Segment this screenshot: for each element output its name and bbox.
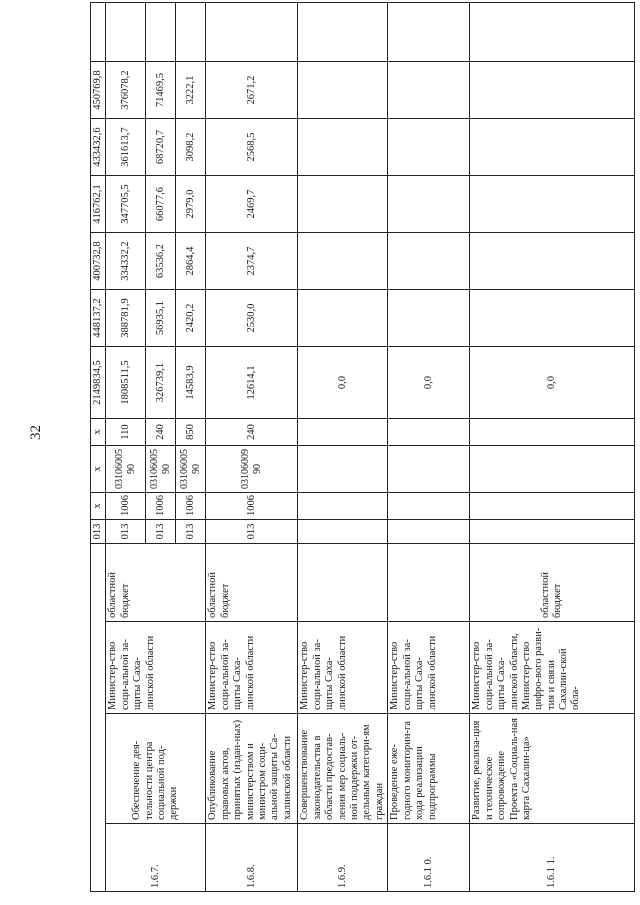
cell-year-5: [388, 62, 470, 119]
cell-csr: [388, 446, 470, 493]
page-number: 32: [28, 425, 44, 440]
cell-year-5: [298, 62, 388, 119]
cell-vr: [388, 419, 470, 446]
blank-cell: [388, 3, 470, 62]
cell-total: 0,0: [298, 347, 388, 419]
cell-csr: [298, 446, 388, 493]
cell-total: 326739,1: [146, 347, 176, 419]
row-name: Обеспечение дея-тельности центра социальной под-держки: [106, 714, 206, 824]
cell-year-2: 2374,7: [206, 233, 298, 290]
row-name: Проведение еже-годного мониторин-га хода реализации подпрограммы: [388, 714, 470, 824]
cell-year-4: 2568,5: [206, 119, 298, 176]
row-source: областной бюджет: [206, 544, 298, 622]
cell-year-1: 388781,9: [106, 290, 146, 347]
cell-year-3: [470, 176, 635, 233]
row-executor: Министер-ство соци-альной за-щиты Саха-линской области: [298, 622, 388, 714]
table-row: [206, 3, 298, 892]
row-executor: Министер-ство соци-альной за-щиты Саха-линской области: [206, 622, 298, 714]
cell-vr: x: [91, 419, 106, 446]
cell-rz: [298, 493, 388, 520]
cell-year-2: 400732,8: [91, 233, 106, 290]
cell-vr: [470, 419, 635, 446]
cell-year-3: [298, 176, 388, 233]
cell-year-3: 2979,0: [176, 176, 206, 233]
cell-grbs: 013: [176, 520, 206, 544]
budget-table: [90, 2, 635, 892]
cell-year-1: 56935,1: [146, 290, 176, 347]
cell-total: 2149834,5: [91, 347, 106, 419]
cell-total: 0,0: [388, 347, 470, 419]
cell-year-4: 68720,7: [146, 119, 176, 176]
cell-year-4: [298, 119, 388, 176]
cell-grbs: 013: [206, 520, 298, 544]
cell-year-2: [470, 233, 635, 290]
cell-rz: 1006: [206, 493, 298, 520]
cell-year-2: [388, 233, 470, 290]
row-number: 1.6.1 0.: [388, 824, 470, 892]
cell-total: 1808511,5: [106, 347, 146, 419]
table-row: [470, 3, 635, 892]
row-source: [388, 544, 470, 622]
row-name: Совершенствование законодательства в области предостав-ления мер социаль-ной поддержки от-дельным категори-ям граждан: [298, 714, 388, 824]
cell-csr: 03106005 90: [176, 446, 206, 493]
cell-csr: 03106005 90: [146, 446, 176, 493]
cell-total: 0,0: [470, 347, 635, 419]
cell-year-4: 3098,2: [176, 119, 206, 176]
row-name: Опубликование правовых актов, принятых (издан-ных) министерством и министром соци-альной защиты Са-халинской области: [206, 714, 298, 824]
cell-vr: 110: [106, 419, 146, 446]
cell-year-3: 66077,6: [146, 176, 176, 233]
cell-rz: [388, 493, 470, 520]
cell-grbs: 013: [91, 520, 106, 544]
cell-grbs: [470, 520, 635, 544]
cell-grbs: [298, 520, 388, 544]
table-row: [106, 3, 146, 892]
row-number: 1.6.7.: [106, 824, 206, 892]
cell-year-5: [470, 62, 635, 119]
cell-year-1: 2420,2: [176, 290, 206, 347]
cell-year-3: [388, 176, 470, 233]
cell-year-4: [388, 119, 470, 176]
cell-csr: x: [91, 446, 106, 493]
cell-year-1: [388, 290, 470, 347]
budget-table-container: [90, 7, 635, 892]
row-number: 1.6.9.: [298, 824, 388, 892]
cell-csr: 03106005 90: [106, 446, 146, 493]
cell-vr: 850: [176, 419, 206, 446]
cell-total: 12614,1: [206, 347, 298, 419]
table-row: [298, 3, 388, 892]
cell-rz: 1006: [106, 493, 146, 520]
cell-year-4: 433432,6: [91, 119, 106, 176]
cell-vr: 240: [206, 419, 298, 446]
row-source: областной бюджет: [106, 544, 206, 622]
cell-year-5: 71469,5: [146, 62, 176, 119]
cell-year-5: 3222,1: [176, 62, 206, 119]
cell-year-4: 361613,7: [106, 119, 146, 176]
cell-year-5: 450769,8: [91, 62, 106, 119]
cell-year-3: 347705,5: [106, 176, 146, 233]
cell-vr: [298, 419, 388, 446]
cell-csr: 03106009 90: [206, 446, 298, 493]
cell-year-2: 334332,2: [106, 233, 146, 290]
cell-year-1: 2530,0: [206, 290, 298, 347]
blank-cell: [206, 3, 298, 62]
blank-cell: [298, 3, 388, 62]
row-source: областной бюджет: [470, 544, 635, 622]
cell-grbs: 013: [146, 520, 176, 544]
blank-cell: [91, 544, 106, 892]
table-row-total: [91, 3, 106, 892]
cell-rz: [470, 493, 635, 520]
cell-year-1: [470, 290, 635, 347]
blank-cell: [470, 3, 635, 62]
blank-cell: [176, 3, 206, 62]
cell-rz: 1006: [176, 493, 206, 520]
cell-csr: [470, 446, 635, 493]
cell-year-1: [298, 290, 388, 347]
cell-vr: 240: [146, 419, 176, 446]
row-executor: Министер-ство соци-альной за-щиты Саха-линской области, Министер-ство цифро-вого разви-тия и связи Сахалин-ской обла-: [470, 622, 635, 714]
row-name: Развитие, реализа-ция и техническое сопровождение Проекта «Социаль-ная карта Сахалин-ца»: [470, 714, 635, 824]
cell-year-5: 376078,2: [106, 62, 146, 119]
row-number: 1.6.8.: [206, 824, 298, 892]
cell-year-3: 416762,1: [91, 176, 106, 233]
cell-year-3: 2469,7: [206, 176, 298, 233]
cell-year-2: [298, 233, 388, 290]
cell-total: 14583,9: [176, 347, 206, 419]
row-source: [298, 544, 388, 622]
blank-cell: [146, 3, 176, 62]
blank-cell: [106, 3, 146, 62]
cell-rz: 1006: [146, 493, 176, 520]
row-executor: Министер-ство соци-альной за-щиты Саха-линской области: [106, 622, 206, 714]
cell-rz: x: [91, 493, 106, 520]
cell-year-5: 2671,2: [206, 62, 298, 119]
cell-grbs: 013: [106, 520, 146, 544]
cell-year-2: 63536,2: [146, 233, 176, 290]
cell-year-2: 2864,4: [176, 233, 206, 290]
row-number: 1.6.1 1.: [470, 824, 635, 892]
row-executor: Министер-ство соци-альной за-щиты Саха-линской области: [388, 622, 470, 714]
cell-grbs: [388, 520, 470, 544]
table-row: [388, 3, 470, 892]
blank-cell: [91, 3, 106, 62]
cell-year-1: 448137,2: [91, 290, 106, 347]
cell-year-4: [470, 119, 635, 176]
